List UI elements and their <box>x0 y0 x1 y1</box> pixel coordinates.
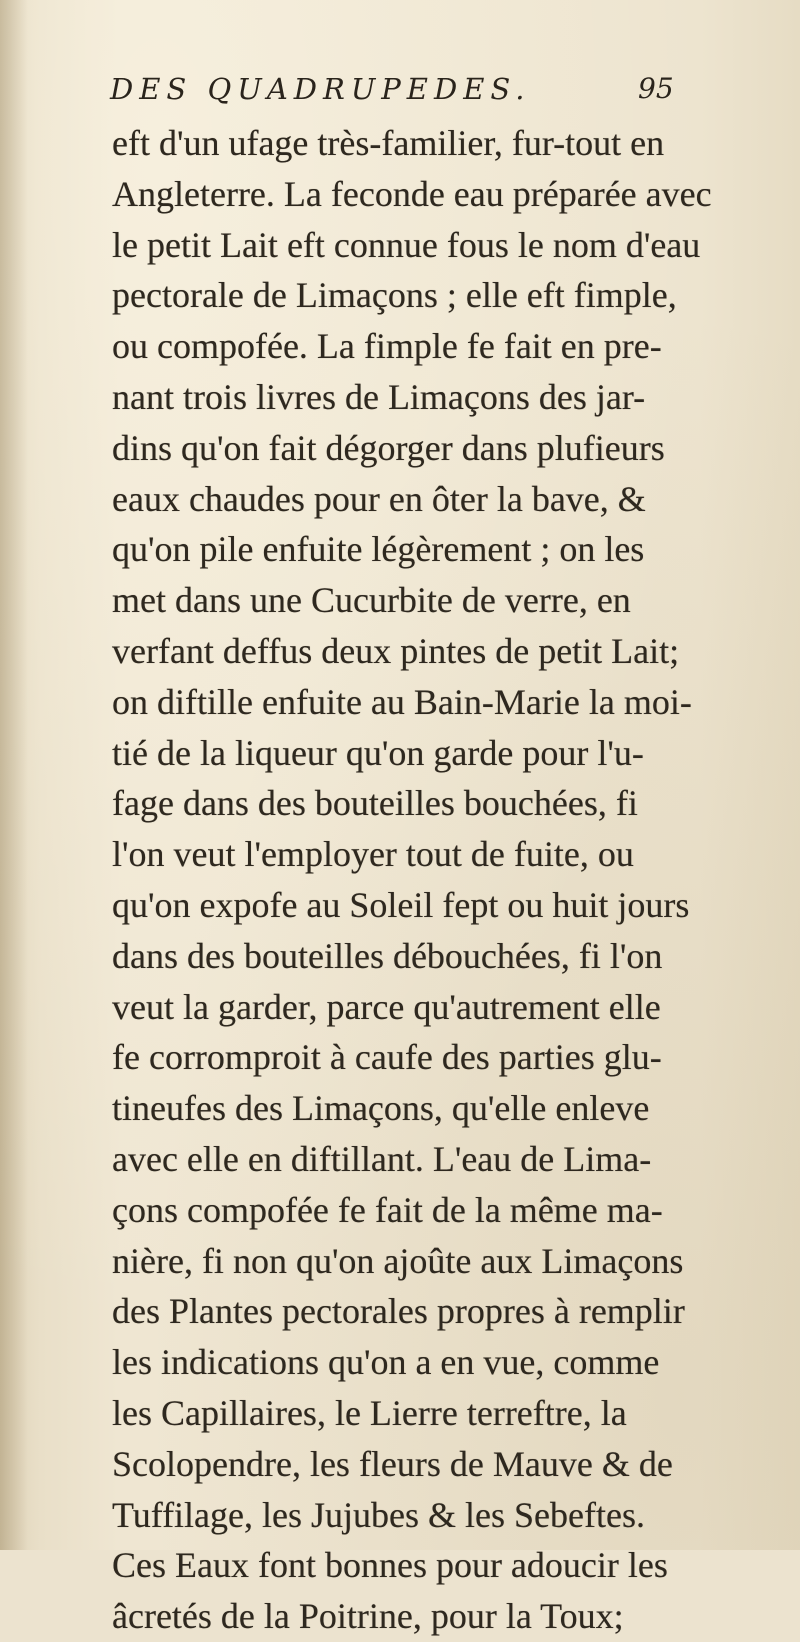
text-line: eaux chaudes pour en ôter la bave, & <box>112 478 646 519</box>
text-line: on diftille enfuite au Bain-Marie la moi- <box>112 681 692 722</box>
text-line: le petit Lait eft connue fous le nom d'eau <box>112 224 701 265</box>
text-line: tié de la liqueur qu'on garde pour l'u- <box>112 732 644 773</box>
text-line: nant trois livres de Limaçons des jar- <box>112 376 646 417</box>
text-line: des Plantes pectorales propres à remplir <box>112 1291 685 1332</box>
page-gutter-shadow <box>0 0 28 1550</box>
text-line: les Capillaires, le Lierre terreftre, la <box>112 1392 627 1433</box>
text-line: fe corromproit à caufe des parties glu- <box>112 1037 662 1078</box>
text-line: veut la garder, parce qu'autrement elle <box>112 986 661 1027</box>
text-line: les indications qu'on a en vue, comme <box>112 1342 660 1383</box>
text-line: nière, fi non qu'on ajoûte aux Limaçons <box>112 1240 684 1281</box>
text-line: çons compofée fe fait de la même ma- <box>112 1189 663 1230</box>
text-line: avec elle en diftillant. L'eau de Lima- <box>112 1138 652 1179</box>
running-title: DES QUADRUPEDES. <box>110 72 531 106</box>
text-line: fage dans des bouteilles bouchées, fi <box>112 783 638 824</box>
text-line: met dans une Cucurbite de verre, en <box>112 580 631 621</box>
text-line: Scolopendre, les fleurs de Mauve & de <box>112 1443 673 1484</box>
text-line: verfant deffus deux pintes de petit Lait; <box>112 630 680 671</box>
page-header <box>110 72 710 112</box>
text-line: Ces Eaux font bonnes pour adoucir les <box>112 1545 668 1586</box>
text-line: l'on veut l'employer tout de fuite, ou <box>112 834 634 875</box>
text-line: dins qu'on fait dégorger dans plufieurs <box>112 427 665 468</box>
text-line: eft d'un ufage très-familier, fur-tout en <box>112 123 665 163</box>
text-line: tineufes des Limaçons, qu'elle enleve <box>112 1088 650 1129</box>
page-number: 95 <box>638 72 674 105</box>
text-line: qu'on expofe au Soleil fept ou huit jours <box>112 884 690 925</box>
text-line: pectorale de Limaçons ; elle eft fimple, <box>112 275 677 316</box>
text-line: ou compofée. La fimple fe fait en pre- <box>112 326 662 367</box>
body-text <box>112 118 732 1642</box>
text-line: âcretés de la Poitrine, pour la Toux; <box>112 1596 624 1637</box>
text-line: qu'on pile enfuite légèrement ; on les <box>112 529 645 570</box>
text-line: Angleterre. La feconde eau préparée avec <box>112 173 712 214</box>
text-line: Tuffilage, les Jujubes & les Sebeftes. <box>112 1494 645 1535</box>
text-line: dans des bouteilles débouchées, fi l'on <box>112 935 663 976</box>
